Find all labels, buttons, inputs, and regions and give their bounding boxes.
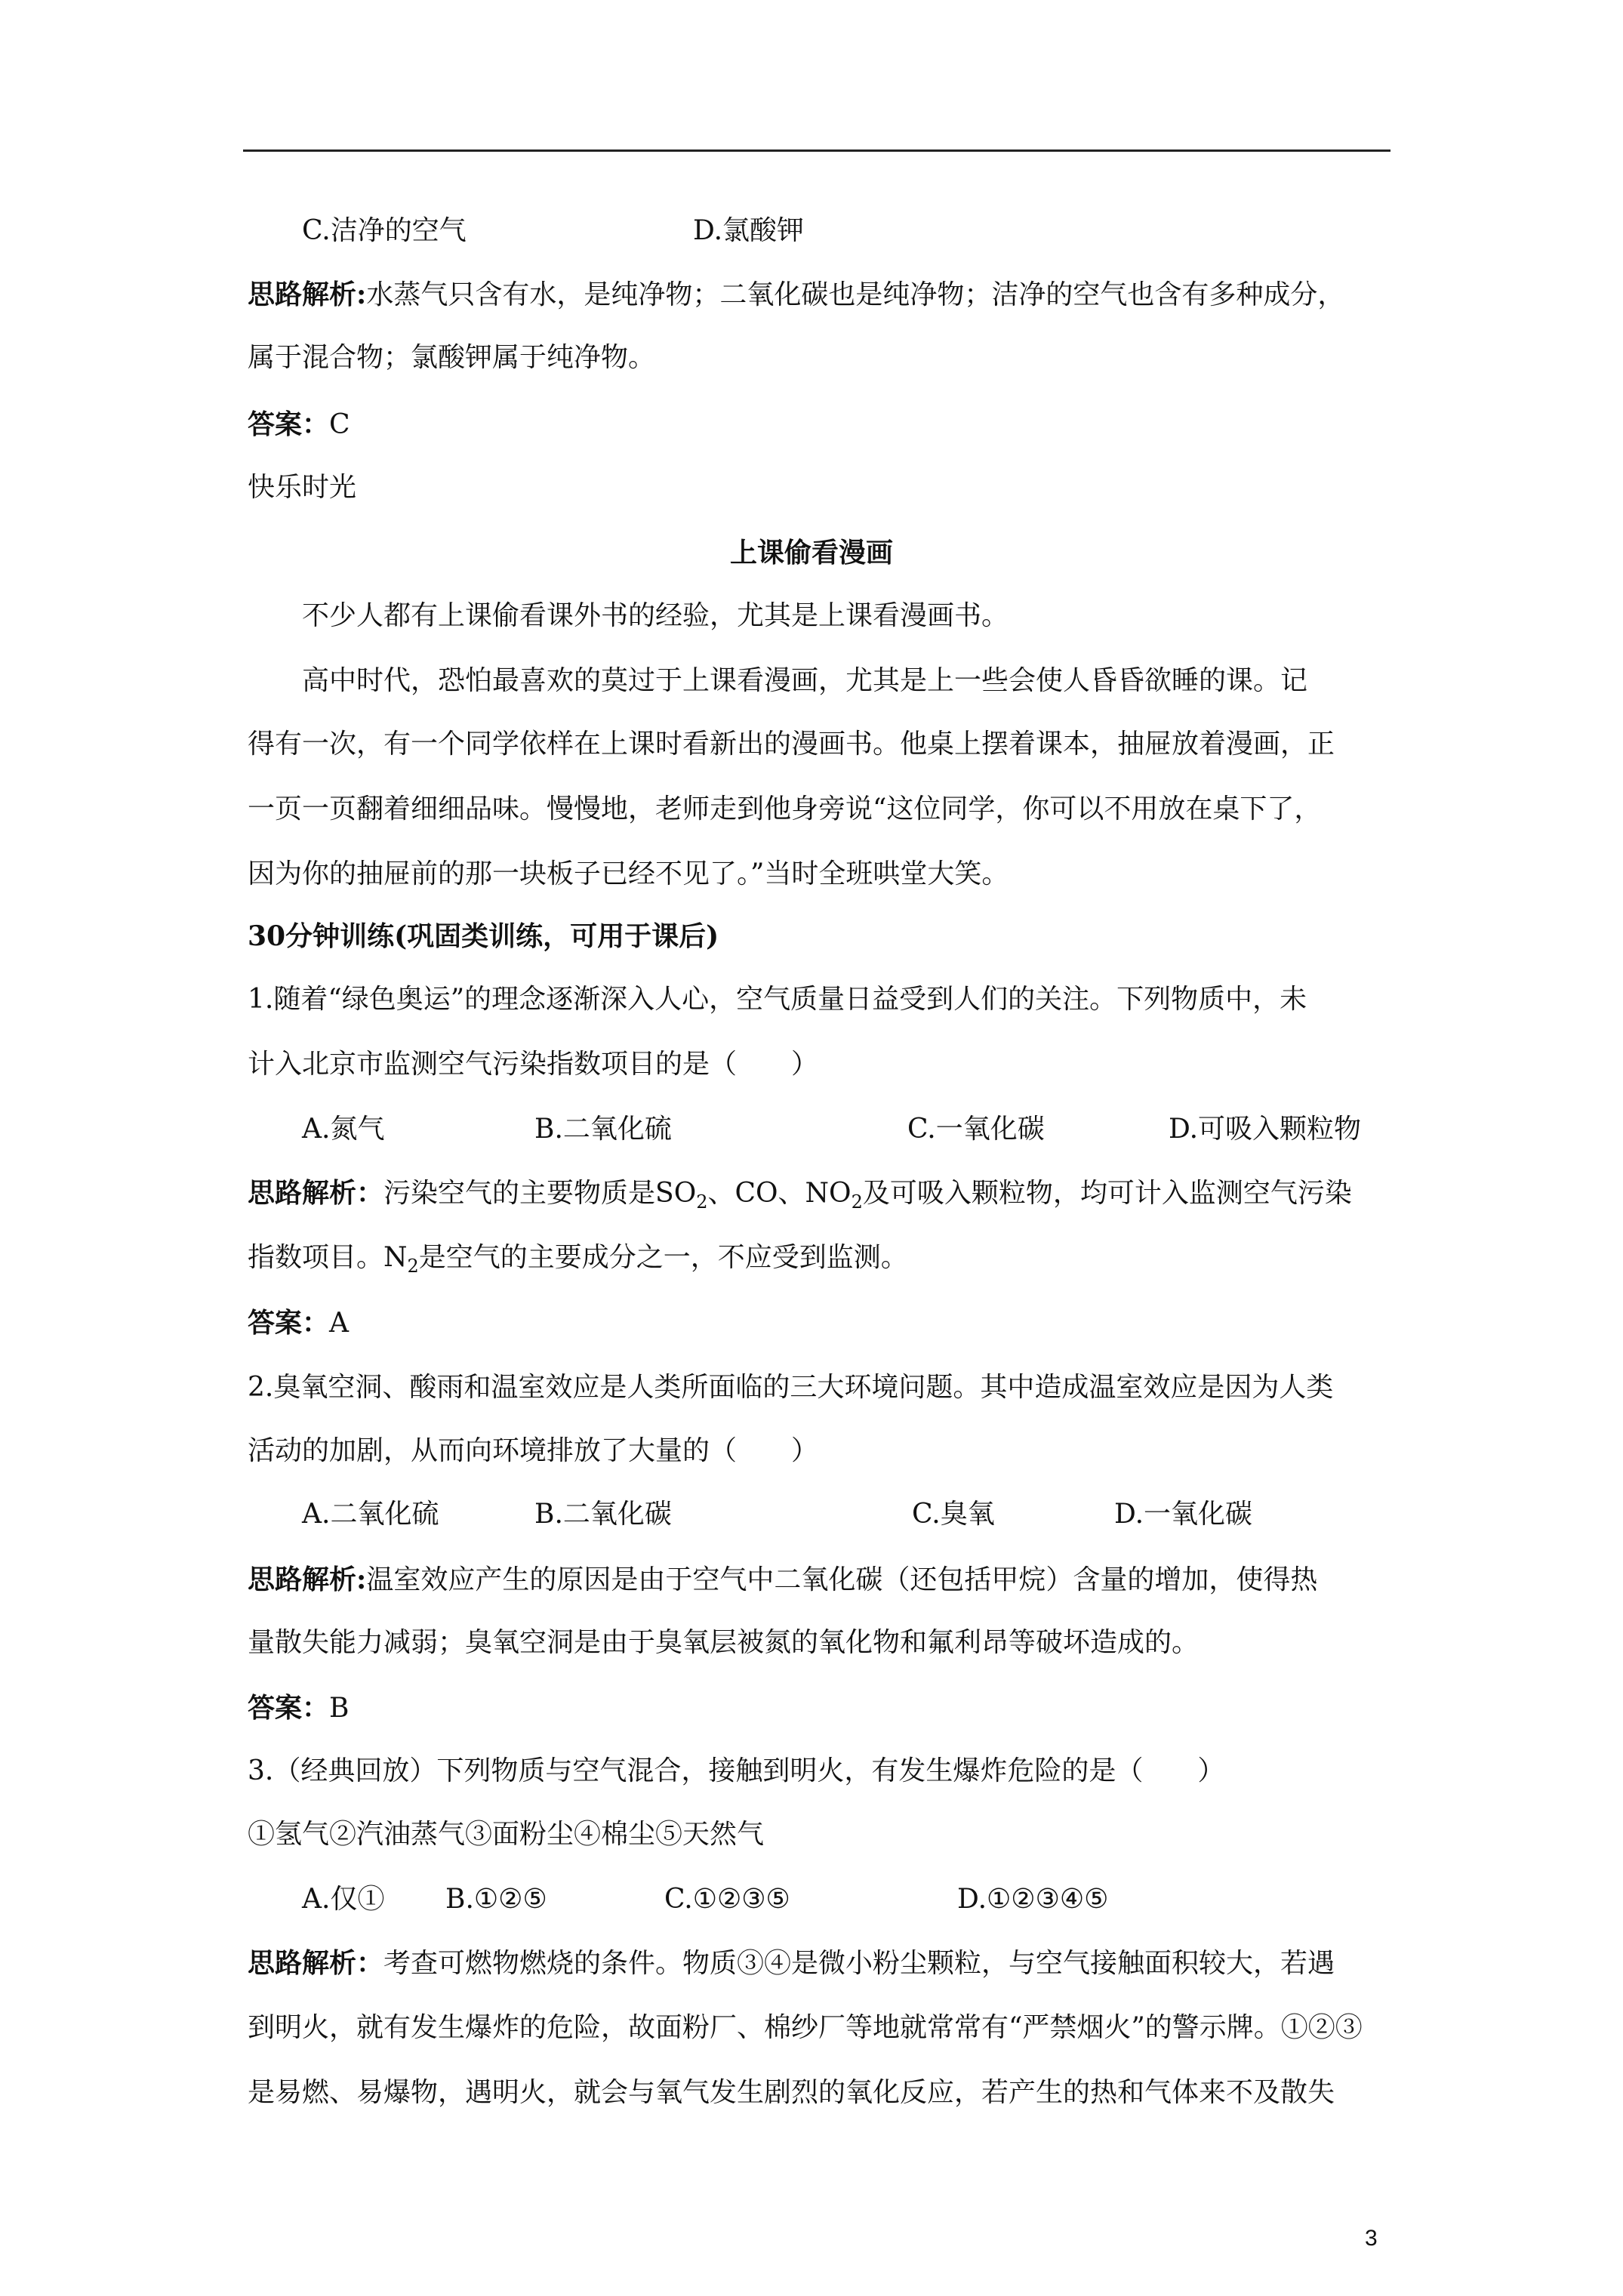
header-rule bbox=[243, 149, 1390, 152]
option-c: C.洁净的空气 bbox=[302, 215, 467, 246]
q2-option-d: D.一氧化碳 bbox=[1114, 1499, 1253, 1530]
story-title: 上课偷看漫画 bbox=[729, 537, 893, 569]
q3-analysis-line3: 是易燃、易爆物，遇明火，就会与氧气发生剧烈的氧化反应，若产生的热和气体来不及散失 bbox=[248, 2077, 1335, 2108]
q1-option-c: C.一氧化碳 bbox=[907, 1114, 1045, 1145]
happy-time-heading: 快乐时光 bbox=[248, 472, 357, 503]
option-d: D.氯酸钾 bbox=[693, 215, 805, 246]
q2-option-c: C.臭氧 bbox=[912, 1499, 995, 1530]
q2-stem-line1: 2.臭氧空洞、酸雨和温室效应是人类所面临的三大环境问题。其中造成温室效应是因为人类 bbox=[248, 1372, 1334, 1403]
story-paragraph-2-line-2: 得有一次，有一个同学依样在上课时看新出的漫画书。他桌上摆着课本，抽屉放着漫画，正 bbox=[248, 729, 1335, 760]
q2-option-b: B.二氧化碳 bbox=[534, 1499, 672, 1530]
prev-analysis-line1: 思路解析:水蒸气只含有水，是纯净物；二氧化碳也是纯净物；洁净的空气也含有多种成分， bbox=[248, 279, 1345, 310]
story-paragraph-2-line-3: 一页一页翻着细细品味。慢慢地，老师走到他身旁说“这位同学，你可以不用放在桌下了， bbox=[248, 794, 1322, 824]
q1-stem-line1: 1.随着“绿色奥运”的理念逐渐深入人心，空气质量日益受到人们的关注。下列物质中，未 bbox=[248, 984, 1307, 1015]
q3-option-a: A.仅① bbox=[302, 1884, 385, 1915]
q2-option-a: A.二氧化硫 bbox=[302, 1499, 439, 1530]
q1-option-d: D.可吸入颗粒物 bbox=[1169, 1114, 1362, 1145]
q1-option-a: A.氮气 bbox=[302, 1114, 385, 1145]
analysis-label: 思路解析 bbox=[248, 279, 357, 310]
page-number: 3 bbox=[1365, 2226, 1378, 2251]
q3-analysis-line2: 到明火，就有发生爆炸的危险，故面粉厂、棉纱厂等地就常常有“严禁烟火”的警示牌。①②③ bbox=[248, 2012, 1363, 2043]
prev-analysis-line2: 属于混合物；氯酸钾属于纯净物。 bbox=[248, 342, 656, 373]
section-title: 30分钟训练(巩固类训练，可用于课后) bbox=[248, 920, 719, 952]
q2-analysis-line1: 思路解析:温室效应产生的原因是由于空气中二氧化碳（还包括甲烷）含量的增加，使得热 bbox=[248, 1564, 1318, 1595]
story-paragraph-1: 不少人都有上课偷看课外书的经验，尤其是上课看漫画书。 bbox=[302, 600, 1009, 631]
q3-option-b: B.①②⑤ bbox=[445, 1884, 547, 1915]
q2-analysis-line2: 量散失能力减弱；臭氧空洞是由于臭氧层被氮的氧化物和氟利昂等破坏造成的。 bbox=[248, 1627, 1200, 1658]
q3-option-c: C.①②③⑤ bbox=[664, 1884, 790, 1915]
story-paragraph-2-line-4: 因为你的抽屉前的那一块板子已经不见了。”当时全班哄堂大笑。 bbox=[248, 858, 1009, 889]
q1-analysis-line2: 指数项目。$N_2$是空气的主要成分之一，不应受到监测。 bbox=[248, 1242, 908, 1277]
prev-answer: 答案：C bbox=[248, 408, 350, 440]
q3-analysis-line1: 思路解析：考查可燃物燃烧的条件。物质③④是微小粉尘颗粒，与空气接触面积较大，若遇 bbox=[248, 1947, 1335, 1979]
q2-stem-line2: 活动的加剧，从而向环境排放了大量的（ ） bbox=[248, 1435, 819, 1466]
story-paragraph-2-line-1: 高中时代，恐怕最喜欢的莫过于上课看漫画，尤其是上一些会使人昏昏欲睡的课。记 bbox=[302, 665, 1308, 696]
q2-answer: 答案：B bbox=[248, 1692, 350, 1724]
q3-stem-line1: 3.（经典回放）下列物质与空气混合，接触到明火，有发生爆炸危险的是（ ） bbox=[248, 1755, 1225, 1786]
q1-stem-line2: 计入北京市监测空气污染指数项目的是（ ） bbox=[248, 1049, 819, 1080]
q3-stem-line2: ①氢气②汽油蒸气③面粉尘④棉尘⑤天然气 bbox=[248, 1819, 765, 1850]
q1-analysis-line1: 思路解析：污染空气的主要物质是$SO_2$、CO、$NO_2$及可吸入颗粒物，均可计入监测空气污染 bbox=[248, 1177, 1352, 1213]
q1-answer: 答案：A bbox=[248, 1307, 350, 1339]
q3-option-d: D.①②③④⑤ bbox=[957, 1884, 1109, 1915]
q1-option-b: B.二氧化硫 bbox=[534, 1114, 672, 1145]
